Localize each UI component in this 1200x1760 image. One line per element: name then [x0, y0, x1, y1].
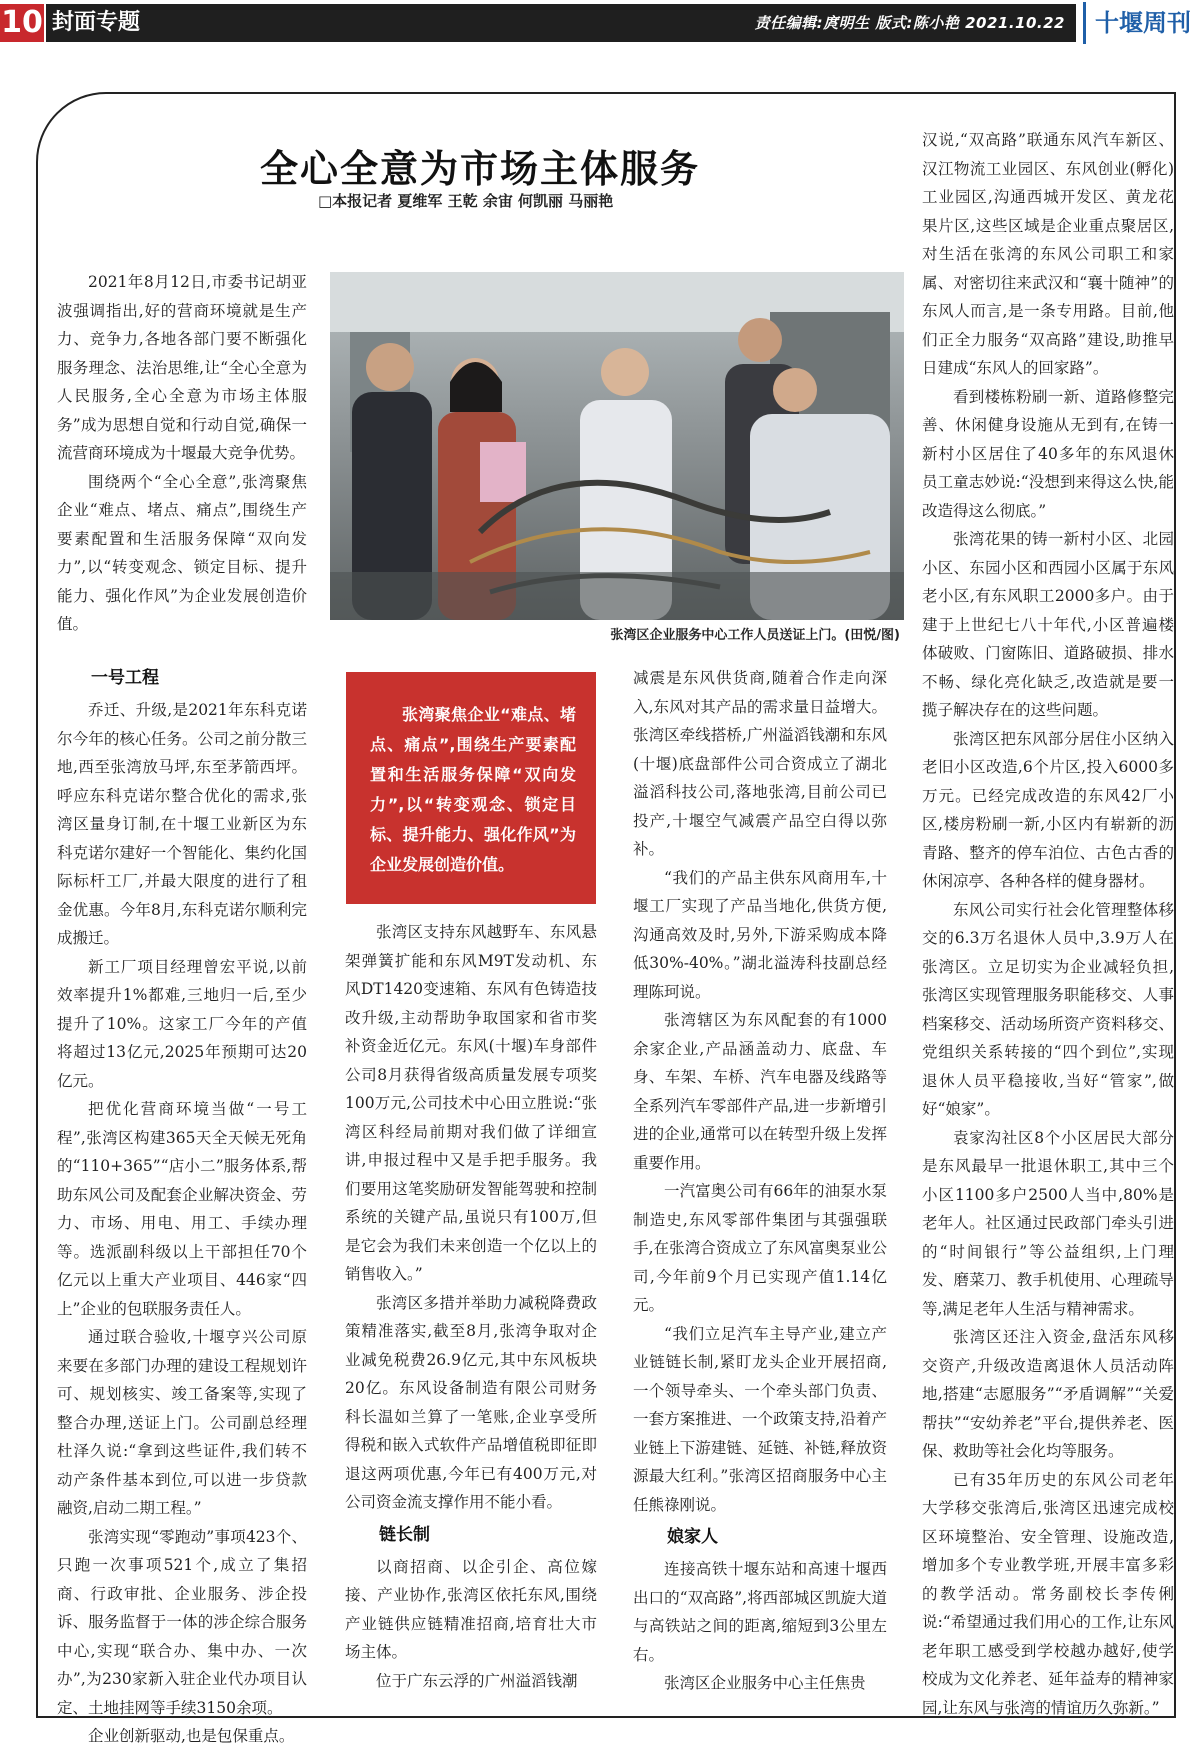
- paragraph: 位于广东云浮的广州溢滔钱潮: [376, 1671, 578, 1690]
- paragraph: “我们立足汽车主导产业,建立产业链链长制,紧盯龙头企业开展招商,一个领导牵头、一个牵头部门负责、一套方案推进、一个政策支持,沿着产业链上下游建链、延链、补链,释放资源最大红利。”张湾区招商服务中心主任熊祿刚说。: [633, 1324, 887, 1514]
- editor-credits: 责任编辑:庹明生 版式:陈小艳 2021.10.22: [754, 14, 1065, 32]
- paragraph: 东风公司实行社会化管理整体移交的6.3万名退休人员中,3.9万人在张湾区。立足切实为企业减轻负担,张湾区实现管理服务职能移交、人事档案移交、活动场所资产资料移交、党组织关系转接的“四个到位”,实现退休人员平稳接收,当好“管家”,做好“娘家”。: [922, 900, 1174, 1118]
- pull-quote-box: [346, 672, 596, 904]
- masthead: [0, 0, 1200, 46]
- headline: 全心全意为市场主体服务: [259, 146, 700, 191]
- section-name: 封面专题: [46, 4, 206, 42]
- paper-name: 十堰周刊: [1083, 2, 1200, 44]
- paragraph: 张湾区还注入资金,盘活东风移交资产,升级改造离退休人员活动阵地,搭建“志愿服务”“矛盾调解”“关爱帮扶”“安幼养老”平台,提供养老、医保、救助等社会化均等服务。: [922, 1328, 1174, 1460]
- paragraph: 张湾实现“零跑动”事项423个、只跑一次事项521个,成立了集招商、行政审批、企业服务、涉企投诉、服务监督于一体的涉企综合服务中心,实现“联合办、集中办、一次办”,为230家新入驻企业代办项目认定、土地挂网等手续3150余项。: [57, 1527, 307, 1717]
- paragraph: 张湾区把东风部分居住小区纳入老旧小区改造,6个片区,投入6000多万元。已经完成改造的东风42厂小区,楼房粉刷一新,小区内有崭新的沥青路、整齐的停车泊位、古色古香的休闲凉亭、各种各样的健身器材。: [922, 729, 1174, 890]
- paragraph: 张湾区企业服务中心主任焦贵: [664, 1674, 866, 1692]
- paragraph: 2021年8月12日,市委书记胡亚波强调指出,好的营商环境就是生产力、竞争力,各地各部门要不断强化服务理念、法治思维,让“全心全意为人民服务,全心全意为市场主体服务”成为思想自觉和行动自觉,确保一流营商环境成为十堰最大竞争优势。: [57, 273, 307, 462]
- paragraph: 减震是东风供货商,随着合作走向深入,东风对其产品的需求量日益增大。张湾区牵线搭桥,广州溢滔钱潮和东风(十堰)底盘部件公司合资成立了湖北溢滔科技公司,落地张湾,目前公司已投产,十堰空气减震产品空白得以弥补。: [633, 669, 887, 858]
- section-heading-3: 娘家人: [667, 1527, 718, 1547]
- paragraph: 通过联合验收,十堰亨兴公司原来要在多部门办理的建设工程规划许可、规划核实、竣工备案等,实现了整合办理,送证上门。公司副总经理杜泽久说:“拿到这些证件,我们转不动产条件基本到位,可以进一步贷款融资,启动二期工程。”: [57, 1328, 307, 1517]
- news-photo: [330, 272, 904, 620]
- paragraph: 张湾区多措并举助力减税降费政策精准落实,截至8月,张湾争取对企业减免税费26.9亿元,其中东风板块20亿。东风设备制造有限公司财务科长温如兰算了一笔账,企业享受所得税和嵌入式软件产品增值税即征即退这两项优惠,今年已有400万元,对公司资金流支撑作用不能小看。: [345, 1293, 597, 1511]
- column-3: [633, 664, 887, 1698]
- page-number: 10: [1, 5, 43, 40]
- paragraph: 张湾辖区为东风配套的有1000余家企业,产品涵盖动力、底盘、车身、车架、车桥、汽车电器及线路等全系列汽车零部件产品,进一步新增引进的企业,通常可以在转型升级上发挥重要作用。: [633, 1011, 887, 1172]
- paragraph: 连接高铁十堰东站和高速十堰西出口的“双高路”,将西部城区凯旋大道与高铁站之间的距离,缩短到3公里左右。: [633, 1560, 887, 1664]
- paragraph: 看到楼栋粉刷一新、道路修整完善、休闲健身设施从无到有,在铸一新村小区居住了40多年的东风退休员工童志妙说:“没想到来得这么快,能改造得这么彻底。”: [922, 387, 1174, 520]
- paragraph: 把优化营商环境当做“一号工程”,张湾区构建365天全天候无死角的“110+365”“店小二”服务体系,帮助东风公司及配套企业解决资金、劳力、市场、用电、用工、手续办理等。选派副科级以上干部担任70个亿元以上重大产业项目、446家“四上”企业的包联服务责任人。: [57, 1100, 307, 1318]
- paragraph: 汉说,“双高路”联通东风汽车新区、汉江物流工业园区、东风创业(孵化)工业园区,沟通西城开发区、黄龙花果片区,这些区域是企业重点聚居区,对生活在张湾的东风公司职工和家属、对密切往来武汉和“襄十随神”的东风人而言,是一条专用路。目前,他们正全力服务“双高路”建设,助推早日建成“东风人的回家路”。: [922, 131, 1174, 377]
- paragraph: 企业创新驱动,也是包保重点。: [88, 1727, 295, 1745]
- paragraph: 张湾区支持东风越野车、东风悬架弹簧扩能和东风M9T发动机、东风DT1420变速箱、东风有色铸造技改升级,主动帮助争取国家和省市奖补资金近亿元。东风(十堰)车身部件公司8月获得省级高质量发展专项奖100万元,公司技术中心田立胜说:“张湾区科经局前期对我们做了详细宣讲,申报过程中又是手把手服务。我们要用这笔奖励研发智能驾驶和控制系统的关键产品,虽说只有100万,但是它会为我们未来创造一个亿以上的销售收入。”: [345, 923, 597, 1283]
- column-1-body: [57, 660, 307, 1751]
- paragraph: 一汽富奥公司有66年的油泵水泵制造史,东风零部件集团与其强强联手,在张湾合资成立了东风富奥泵业公司,今年前9个月已实现产值1.14亿元。: [633, 1182, 887, 1314]
- pull-quote-text: 张湾聚焦企业“难点、堵点、痛点”,围绕生产要素配置和生活服务保障“双向发力”,以“转变观念、锁定目标、提升能力、强化作风”为企业发展创造价值。: [370, 705, 576, 874]
- photo-caption: 张湾区企业服务中心工作人员送证上门。(田悦/图): [610, 628, 900, 643]
- paragraph: 以商招商、以企引企、高位嫁接、产业协作,张湾区依托东风,围绕产业链供应链精准招商,培育壮大市场主体。: [345, 1557, 597, 1661]
- factory-scene-image: [330, 272, 904, 620]
- section-heading-1: 一号工程: [91, 668, 159, 688]
- section-heading-2: 链长制: [379, 1524, 430, 1545]
- paragraph: 围绕两个“全心全意”,张湾聚焦企业“难点、堵点、痛点”,围绕生产要素配置和生活服务保障“双向发力”,以“转变观念、锁定目标、提升能力、强化作风”为企业发展创造价值。: [57, 472, 307, 633]
- column-2: [345, 918, 597, 1695]
- paragraph: 袁家沟社区8个小区居民大部分是东风最早一批退休职工,其中三个小区1100多户2500人当中,80%是老年人。社区通过民政部门牵头引进的“时间银行”等公益组织,上门理发、磨菜刀、教手机使用、心理疏导等,满足老年人生活与精神需求。: [922, 1128, 1174, 1318]
- byline: □本报记者 夏维军 王乾 余宙 何凯丽 马丽艳: [318, 192, 614, 210]
- paragraph: 新工厂项目经理曾宏平说,以前效率提升1%都难,三地归一后,至少提升了10%。这家工厂今年的产值将超过13亿元,2025年预期可达20亿元。: [57, 957, 307, 1090]
- column-1-intro: [57, 268, 307, 639]
- paragraph: “我们的产品主供东风商用车,十堰工厂实现了产品当地化,供货方便,沟通高效及时,另外,下游采购成本降低30%-40%。”湖北溢涛科技副总经理陈珂说。: [633, 868, 887, 1001]
- paragraph: 已有35年历史的东风公司老年大学移交张湾后,张湾区迅速完成校区环境整治、安全管理、设施改造,增加多个专业教学班,开展丰富多彩的教学活动。常务副校长李传俐说:“希望通过我们用心的工作,让东风老年职工感受到学校越办越好,使学校成为文化养老、延年益寿的精神家园,让东风与张湾的情谊历久弥新。”: [922, 1470, 1174, 1717]
- paragraph: 张湾花果的铸一新村小区、北园小区、东园小区和西园小区属于东风老小区,有东风职工2000多户。由于建于上世纪七八十年代,小区普遍楼体破败、门窗陈旧、道路破损、排水不畅、绿化亮化缺乏,改造就是要一揽子解决存在的这些问题。: [922, 530, 1174, 719]
- paragraph: 乔迁、升级,是2021年东科克诺尔今年的核心任务。公司之前分散三地,西至张湾放马坪,东至茅箭西坪。呼应东科克诺尔整合优化的需求,张湾区量身订制,在十堰工业新区为东科克诺尔建好一个智能化、集约化国际标杆工厂,并最大限度的进行了租金优惠。今年8月,东科克诺尔顺利完成搬迁。: [57, 701, 307, 947]
- column-4: [922, 126, 1174, 1722]
